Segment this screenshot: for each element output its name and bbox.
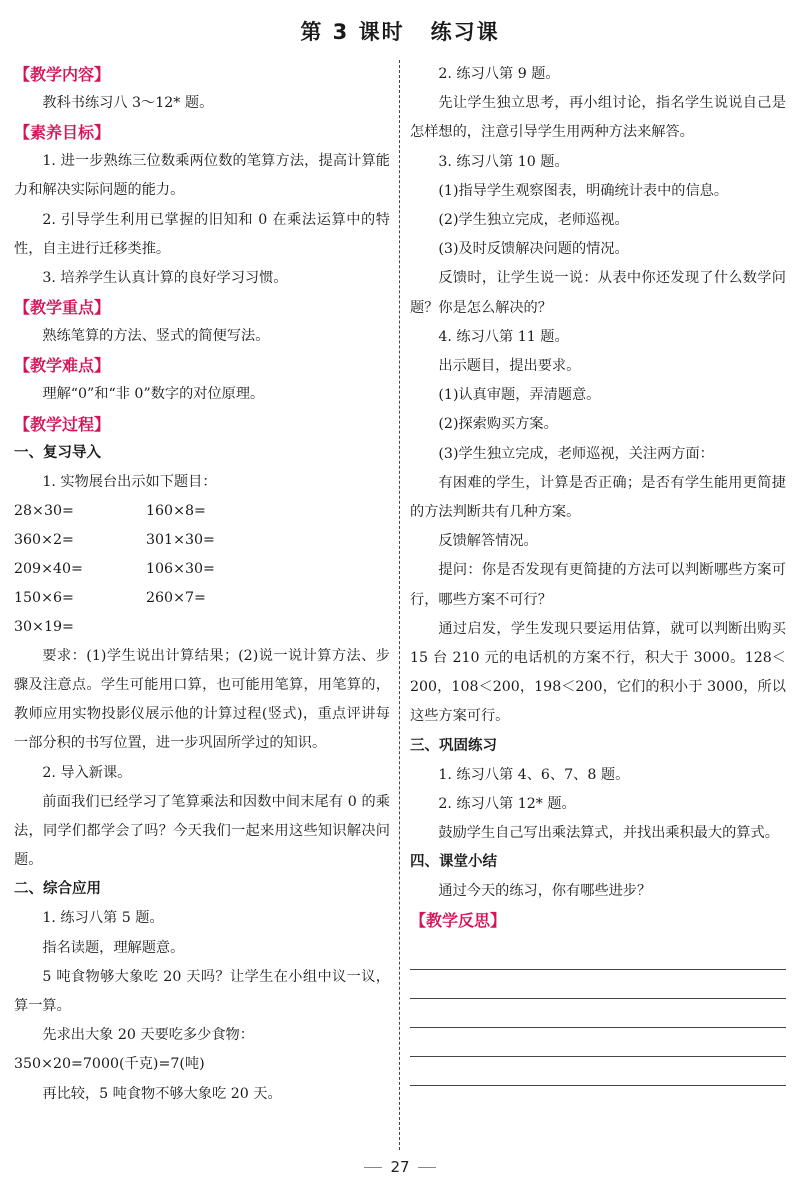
exercise-row: 28×30= 160×8= — [14, 502, 206, 519]
application-text-6: 出示题目，提出要求。 — [438, 358, 581, 375]
exercise-row: 209×40= 106×30= — [14, 560, 215, 577]
goal-3: 3. 培养学生认真计算的良好学习习惯。 — [42, 270, 288, 287]
section-review-intro: 一、复习导入 — [14, 444, 101, 461]
right-column — [410, 60, 786, 1086]
application-feedback: 反馈时，让学生说一说：从表中你还发现了什么数学问题？你是怎么解决的？ — [410, 270, 786, 316]
lesson-name: 练习课 — [430, 20, 500, 44]
consolidation-item-1: 1. 练习八第 4、6、7、8 题。 — [438, 766, 630, 783]
writing-line — [410, 999, 786, 1028]
application-text-3: 先求出大象 20 天要吃多少食物： — [42, 1027, 254, 1044]
lesson-number: 第 3 课时 — [300, 20, 405, 44]
reflection-writing-lines — [410, 941, 786, 1086]
writing-line — [410, 1057, 786, 1086]
section-application: 二、综合应用 — [14, 881, 101, 898]
review-requirements: 要求：(1)学生说出计算结果；(2)说一说计算方法、步骤及注意点。学生可能用口算，也可能用笔算，用笔算的，教师应用实物投影仪展示他的计算过程(竖式)，重点评讲每一部分积的书写位置，进一步巩固所学过的知识。 — [14, 647, 390, 752]
goal-2: 2. 引导学生利用已掌握的旧知和 0 在乘法运算中的特性，自主进行迁移类推。 — [14, 211, 390, 257]
writing-line — [410, 970, 786, 999]
section-summary: 四、课堂小结 — [410, 854, 497, 871]
consolidation-item-2: 2. 练习八第 12* 题。 — [438, 795, 576, 812]
review-item-1: 1. 实物展台出示如下题目： — [42, 473, 217, 490]
application-step-6: (3)学生独立完成，老师巡视，关注两方面： — [438, 445, 714, 462]
application-step-1: (1)指导学生观察图表，明确统计表中的信息。 — [438, 182, 729, 199]
application-step-3: (3)及时反馈解决问题的情况。 — [438, 241, 629, 258]
exercise-row: 150×6= 260×7= — [14, 589, 206, 606]
heading-goals: 【素养目标】 — [14, 123, 111, 143]
application-item-1: 1. 练习八第 5 题。 — [42, 910, 164, 927]
page-number: 27 — [0, 1158, 800, 1176]
consolidation-text: 鼓励学生自己写出乘法算式，并找出乘积最大的算式。 — [438, 825, 779, 842]
difficulties-text: 理解“0”和“非 0”数字的对位原理。 — [42, 386, 265, 403]
section-consolidation: 三、巩固练习 — [410, 737, 497, 754]
heading-difficulties: 【教学难点】 — [14, 356, 111, 376]
page-title — [0, 16, 800, 46]
goal-1: 1. 进一步熟练三位数乘两位数的笔算方法，提高计算能力和解决实际问题的能力。 — [14, 153, 390, 199]
application-conclusion: 通过启发，学生发现只要运用估算，就可以判断出购买 15 台 210 元的电话机的方案不行，积大于 3000。128＜200，108＜200，198＜200，它们的积小于 3000，所以这些方案可行。 — [410, 620, 786, 725]
heading-reflection: 【教学反思】 — [410, 911, 507, 931]
left-column — [14, 60, 390, 1109]
key-points-text: 熟练笔算的方法、竖式的简便写法。 — [42, 328, 270, 345]
application-text-2: 5 吨食物够大象吃 20 天吗？让学生在小组中议一议，算一算。 — [14, 968, 390, 1015]
heading-process: 【教学过程】 — [14, 414, 111, 434]
application-text-4: 再比较，5 吨食物不够大象吃 20 天。 — [42, 1085, 282, 1102]
application-text-8: 反馈解答情况。 — [438, 533, 538, 550]
review-item-2: 2. 导入新课。 — [42, 764, 132, 781]
exercise-row: 360×2= 301×30= — [14, 531, 215, 548]
heading-key-points: 【教学重点】 — [14, 298, 111, 318]
application-step-5: (2)探索购买方案。 — [438, 416, 558, 433]
application-equation: 350×20=7000(千克)=7(吨) — [14, 1056, 205, 1073]
application-step-2: (2)学生独立完成，老师巡视。 — [438, 212, 629, 229]
exercise-row: 30×19= — [14, 618, 74, 635]
writing-line — [410, 1028, 786, 1057]
writing-line — [410, 941, 786, 970]
teaching-content-text: 教科书练习八 3～12* 题。 — [42, 95, 214, 111]
application-text-5: 先让学生独立思考，再小组讨论，指名学生说说自己是怎样想的，注意引导学生用两种方法来解答。 — [410, 95, 786, 141]
application-step-4: (1)认真审题，弄清题意。 — [438, 387, 601, 404]
summary-text: 通过今天的练习，你有哪些进步？ — [438, 883, 652, 900]
heading-teaching-content: 【教学内容】 — [14, 65, 111, 84]
application-text-1: 指名读题，理解题意。 — [42, 939, 185, 956]
application-item-2: 2. 练习八第 9 题。 — [438, 66, 560, 82]
application-item-4: 4. 练习八第 11 题。 — [438, 328, 569, 345]
application-text-7: 有困难的学生，计算是否正确；是否有学生能用更简捷的方法判断共有几种方案。 — [410, 474, 786, 521]
application-question: 提问：你是否发现有更简捷的方法可以判断哪些方案可行，哪些方案不可行？ — [410, 562, 786, 608]
exercise-grid — [14, 497, 390, 642]
application-item-3: 3. 练习八第 10 题。 — [438, 153, 569, 170]
review-intro-text: 前面我们已经学习了笔算乘法和因数中间末尾有 0 的乘法，同学们都学会了吗？今天我们一起来用这些知识解决问题。 — [14, 793, 390, 869]
column-divider — [399, 60, 400, 1150]
